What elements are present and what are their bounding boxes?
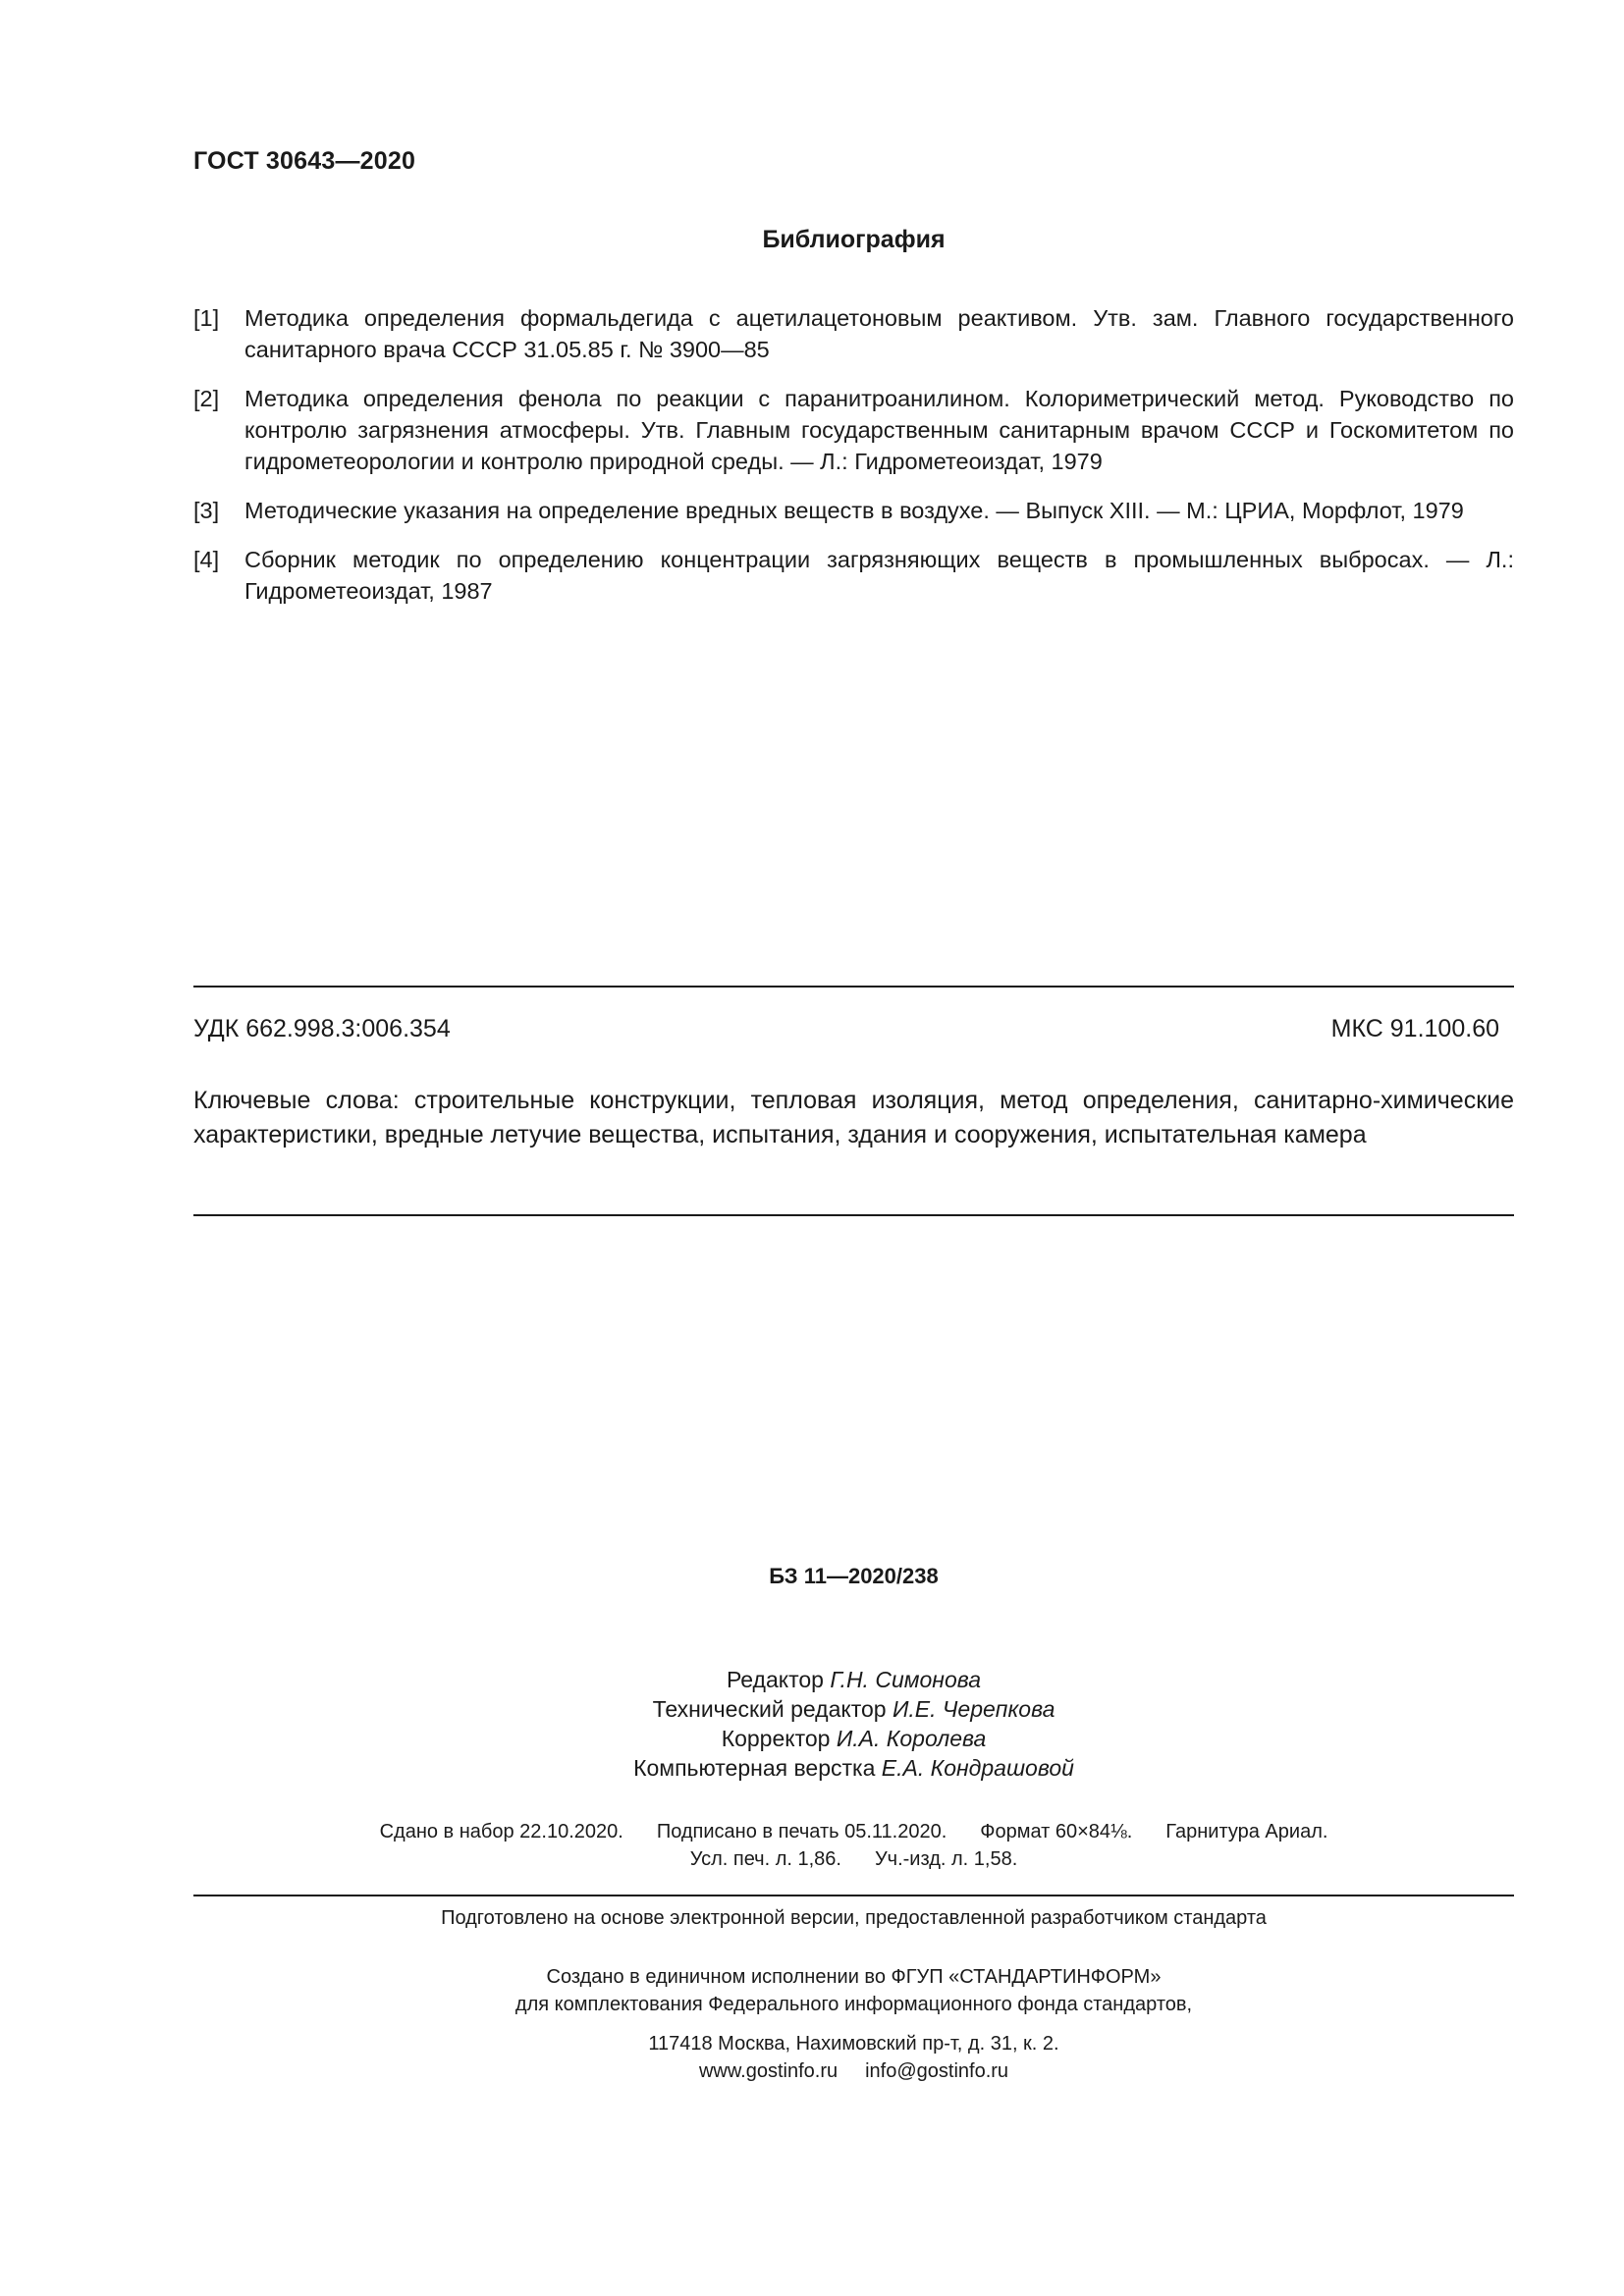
credit-name: Е.А. Кондрашовой — [881, 1755, 1074, 1781]
submitted-date: Сдано в набор 22.10.2020. — [379, 1821, 623, 1842]
created-line-2: для комплектования Федерального информационного фонда стандартов, — [514, 1994, 1193, 2015]
credits-block — [0, 1665, 1624, 1783]
bibliography-list — [193, 302, 1514, 624]
credit-line — [0, 1694, 1624, 1724]
bibliography-item-text: Методические указания на определение вредных веществ в воздухе. — Выпуск XIII. — М.: ЦРИА, Морфлот, 1979 — [244, 498, 1464, 523]
credit-name: Г.Н. Симонова — [830, 1667, 982, 1692]
bibliography-item-text: Методика определения формальдегида с ацетилацетоновым реактивом. Утв. зам. Главного государственного санитарного врача СССР 31.05.85 г. № 3900—85 — [244, 305, 1514, 362]
address: 117418 Москва, Нахимовский пр-т, д. 31, к. 2. — [648, 2033, 1059, 2055]
email-link[interactable]: info@gostinfo.ru — [865, 2060, 1009, 2082]
credit-role: Технический редактор — [652, 1696, 887, 1722]
bibliography-item — [193, 302, 1514, 365]
credit-line — [0, 1665, 1624, 1694]
bz-number: БЗ 11—2020/238 — [769, 1564, 939, 1588]
udk-code: УДК 662.998.3:006.354 — [193, 1015, 451, 1042]
bibliography-item — [193, 544, 1514, 607]
credit-role: Редактор — [726, 1667, 824, 1692]
print-info-line-2 — [0, 1845, 1624, 1873]
bibliography-item-text: Сборник методик по определению концентрации загрязняющих веществ в промышленных выбросах. — Л.: Гидрометеоиздат, 1987 — [244, 547, 1514, 604]
bibliography-item — [193, 495, 1514, 526]
bibliography-item-number: [4] — [193, 547, 220, 572]
created-info — [0, 1963, 1624, 2018]
web-contacts — [0, 2057, 1624, 2085]
print-info — [0, 1818, 1624, 1873]
print-info-line-1 — [0, 1818, 1624, 1845]
prepared-note: Подготовлено на основе электронной версии, предоставленной разработчиком стандарта — [441, 1907, 1267, 1929]
website-link[interactable]: www.gostinfo.ru — [698, 2060, 839, 2082]
conventional-sheets: Усл. печ. л. 1,86. — [689, 1848, 841, 1870]
keywords: Ключевые слова: строительные конструкции, тепловая изоляция, метод определения, санитарно-химические характеристики, вредные летучие вещества, испытания, здания и сооружения, испытательная камера — [193, 1087, 1514, 1148]
credit-role: Компьютерная верстка — [633, 1755, 876, 1781]
credit-role: Корректор — [721, 1726, 831, 1751]
bibliography-item-number: [3] — [193, 498, 220, 523]
signed-date: Подписано в печать 05.11.2020. — [656, 1821, 947, 1842]
bibliography-item-number: [1] — [193, 305, 220, 331]
divider-imprint — [193, 1895, 1514, 1896]
credit-line — [0, 1753, 1624, 1783]
mks-code: МКС 91.100.60 — [1330, 1015, 1499, 1042]
publishing-sheets: Уч.-изд. л. 1,58. — [874, 1848, 1018, 1870]
divider-top — [193, 986, 1514, 988]
contact-info — [0, 2030, 1624, 2085]
bibliography-item-number: [2] — [193, 386, 220, 411]
credit-name: И.А. Королева — [836, 1726, 987, 1751]
document-code: ГОСТ 30643—2020 — [193, 147, 416, 175]
credit-name: И.Е. Черепкова — [892, 1696, 1056, 1722]
paper-format: Формат 60×84⅛. — [980, 1821, 1133, 1842]
bibliography-item-text: Методика определения фенола по реакции с паранитроанилином. Колориметрический метод. Руководство по контролю загрязнения атмосферы. Утв. Главным государственным санитарным врачом СССР и Госкомитетом по гидрометеорологии и контролю природной среды. — Л.: Гидрометеоиздат, 1979 — [244, 386, 1514, 474]
created-line-1: Создано в единичном исполнении во ФГУП «СТАНДАРТИНФОРМ» — [546, 1966, 1162, 1988]
bibliography-item — [193, 383, 1514, 477]
credit-line — [0, 1724, 1624, 1753]
bibliography-title: Библиография — [762, 226, 946, 253]
typeface: Гарнитура Ариал. — [1165, 1821, 1328, 1842]
divider-keywords — [193, 1214, 1514, 1216]
